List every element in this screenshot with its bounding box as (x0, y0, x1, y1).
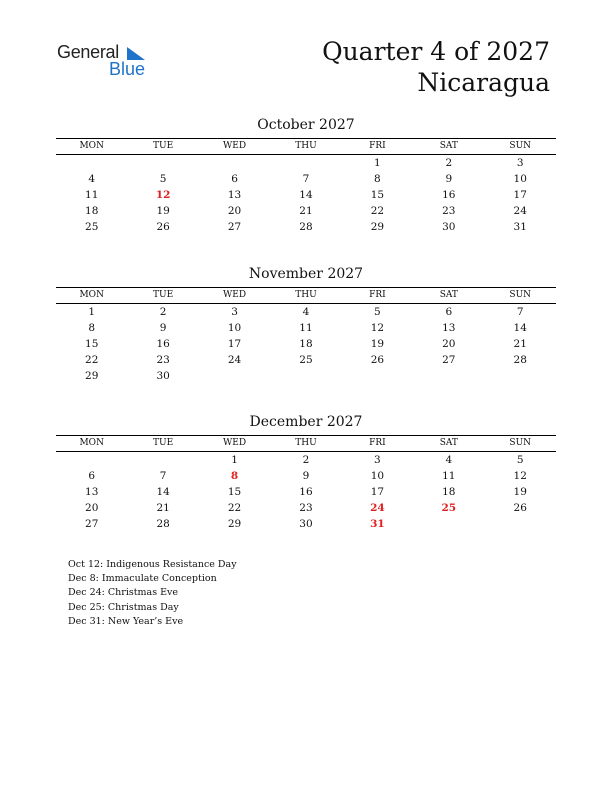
empty-day-cell (127, 155, 198, 171)
day-cell: 23 (156, 354, 170, 366)
day-cell: 28 (156, 518, 170, 530)
week-row (56, 468, 556, 484)
logo-word-blue: Blue (109, 59, 146, 79)
empty-day-cell (199, 368, 270, 384)
holiday-note: Dec 25: Christmas Day (68, 601, 179, 613)
day-cell: 2 (445, 157, 453, 169)
month-november (56, 265, 556, 384)
week-row (56, 516, 556, 532)
day-cell: 27 (442, 354, 456, 366)
day-cell: 17 (370, 486, 385, 498)
page-title (322, 36, 550, 98)
day-cell: 13 (227, 189, 242, 201)
holiday-day-cell: 31 (370, 518, 385, 530)
weekday-label: FRI (369, 141, 386, 151)
day-cell: 16 (299, 486, 313, 498)
day-cell: 13 (85, 486, 99, 498)
empty-day-cell (56, 155, 127, 171)
day-cell: 29 (370, 221, 385, 233)
week-row (56, 336, 556, 352)
week-row (56, 320, 556, 336)
weekday-header (56, 287, 556, 304)
weekday-label: THU (295, 438, 317, 448)
empty-day-cell (56, 452, 127, 468)
weekday-label: WED (223, 141, 247, 151)
day-cell: 15 (85, 338, 99, 350)
day-cell: 20 (227, 205, 242, 217)
quarter-title: Quarter 4 of 2027 (322, 37, 550, 66)
logo-word-general: General (57, 42, 119, 62)
weekday-label: SAT (439, 290, 458, 300)
week-row (56, 171, 556, 187)
day-cell: 11 (442, 470, 456, 482)
day-cell: 28 (299, 221, 313, 233)
empty-day-cell (485, 516, 556, 532)
weekday-label: THU (295, 290, 317, 300)
day-cell: 7 (516, 306, 524, 318)
day-cell: 17 (227, 338, 242, 350)
weekday-label: WED (223, 438, 247, 448)
day-cell: 1 (231, 454, 238, 466)
day-cell: 24 (227, 354, 242, 366)
day-cell: 18 (85, 205, 99, 217)
month-title: November 2027 (248, 266, 364, 282)
month-title: October 2027 (257, 117, 355, 133)
day-cell: 15 (227, 486, 242, 498)
day-cell: 3 (374, 454, 381, 466)
day-cell: 22 (227, 502, 242, 514)
day-cell: 7 (302, 173, 310, 185)
day-cell: 30 (442, 221, 456, 233)
generalblue-logo (57, 42, 157, 82)
holiday-note: Dec 31: New Year’s Eve (68, 615, 184, 627)
holiday-list (68, 558, 237, 629)
day-cell: 19 (156, 205, 170, 217)
day-cell: 23 (442, 205, 456, 217)
day-cell: 22 (370, 205, 385, 217)
day-cell: 8 (374, 173, 381, 185)
day-cell: 21 (299, 205, 313, 217)
day-cell: 18 (442, 486, 456, 498)
day-cell: 13 (442, 322, 456, 334)
day-cell: 8 (88, 322, 96, 334)
day-cell: 26 (513, 502, 527, 514)
day-cell: 6 (231, 173, 238, 185)
weekday-label: TUE (153, 290, 174, 300)
empty-day-cell (270, 155, 341, 171)
weekday-header (56, 435, 556, 452)
day-cell: 27 (85, 518, 99, 530)
weekday-label: TUE (153, 438, 174, 448)
day-cell: 22 (85, 354, 99, 366)
weekday-label: WED (223, 290, 247, 300)
day-cell: 10 (227, 322, 242, 334)
day-cell: 27 (227, 221, 242, 233)
day-cell: 2 (302, 454, 310, 466)
weekday-label: FRI (369, 290, 386, 300)
day-cell: 16 (156, 338, 170, 350)
day-cell: 1 (88, 306, 96, 318)
day-cell: 9 (159, 322, 167, 334)
day-cell: 20 (442, 338, 456, 350)
day-cell: 31 (513, 221, 527, 233)
day-cell: 7 (159, 470, 167, 482)
day-cell: 2 (159, 306, 167, 318)
week-row (56, 187, 556, 203)
day-cell: 17 (513, 189, 527, 201)
day-cell: 4 (445, 454, 453, 466)
empty-day-cell (127, 452, 198, 468)
weekday-label: FRI (369, 438, 386, 448)
holiday-day-cell: 25 (441, 502, 457, 514)
day-cell: 12 (370, 322, 385, 334)
weekday-label: SAT (439, 438, 458, 448)
week-row (56, 219, 556, 235)
day-cell: 21 (156, 502, 170, 514)
weekday-label: MON (79, 438, 104, 448)
day-cell: 5 (374, 306, 381, 318)
day-cell: 29 (227, 518, 242, 530)
day-cell: 18 (299, 338, 313, 350)
day-cell: 30 (156, 370, 170, 382)
day-cell: 29 (85, 370, 99, 382)
day-cell: 5 (516, 454, 524, 466)
week-row (56, 203, 556, 219)
week-row (56, 304, 556, 320)
weekday-label: MON (79, 141, 104, 151)
weekday-label: TUE (153, 141, 174, 151)
day-cell: 5 (159, 173, 167, 185)
weekday-label: SUN (509, 141, 532, 151)
day-cell: 6 (88, 470, 96, 482)
empty-day-cell (413, 368, 484, 384)
day-cell: 25 (299, 354, 313, 366)
day-cell: 14 (156, 486, 170, 498)
empty-day-cell (413, 516, 484, 532)
holiday-note: Oct 12: Indigenous Resistance Day (68, 559, 237, 570)
empty-day-cell (199, 155, 270, 171)
month-december (56, 413, 556, 532)
day-cell: 4 (88, 173, 96, 185)
week-row (56, 452, 556, 468)
day-cell: 26 (370, 354, 385, 366)
day-cell: 3 (231, 306, 238, 318)
day-cell: 11 (299, 322, 313, 334)
weekday-label: SUN (509, 438, 532, 448)
day-cell: 23 (299, 502, 313, 514)
day-cell: 3 (516, 157, 524, 169)
day-cell: 10 (513, 173, 527, 185)
day-cell: 21 (513, 338, 527, 350)
day-cell: 25 (85, 221, 99, 233)
day-cell: 30 (299, 518, 313, 530)
day-cell: 1 (374, 157, 381, 169)
weekday-header (56, 138, 556, 155)
empty-day-cell (485, 368, 556, 384)
day-cell: 10 (370, 470, 385, 482)
week-row (56, 352, 556, 368)
weekday-label: THU (295, 141, 317, 151)
empty-day-cell (270, 368, 341, 384)
holiday-day-cell: 8 (230, 470, 239, 482)
day-cell: 19 (513, 486, 527, 498)
day-cell: 15 (370, 189, 385, 201)
day-cell: 9 (445, 173, 453, 185)
day-cell: 19 (370, 338, 385, 350)
day-cell: 11 (85, 189, 99, 201)
weekday-label: SUN (509, 290, 532, 300)
day-cell: 20 (85, 502, 99, 514)
day-cell: 16 (442, 189, 456, 201)
holiday-day-cell: 24 (370, 502, 385, 514)
weekday-label: MON (79, 290, 104, 300)
day-cell: 26 (156, 221, 170, 233)
week-row (56, 500, 556, 516)
holiday-note: Dec 8: Immaculate Conception (68, 573, 217, 585)
day-cell: 24 (513, 205, 527, 217)
day-cell: 9 (302, 470, 310, 482)
month-october (56, 116, 556, 235)
week-row (56, 368, 556, 384)
day-cell: 12 (513, 470, 527, 482)
week-row (56, 484, 556, 500)
day-cell: 28 (513, 354, 527, 366)
month-title: December 2027 (249, 414, 363, 430)
empty-day-cell (342, 368, 413, 384)
day-cell: 14 (513, 322, 527, 334)
holiday-day-cell: 12 (155, 189, 171, 201)
country-title: Nicaragua (417, 68, 550, 97)
weekday-label: SAT (439, 141, 458, 151)
week-row (56, 155, 556, 171)
day-cell: 6 (445, 306, 453, 318)
day-cell: 4 (302, 306, 310, 318)
holiday-note: Dec 24: Christmas Eve (68, 587, 179, 599)
day-cell: 14 (299, 189, 313, 201)
